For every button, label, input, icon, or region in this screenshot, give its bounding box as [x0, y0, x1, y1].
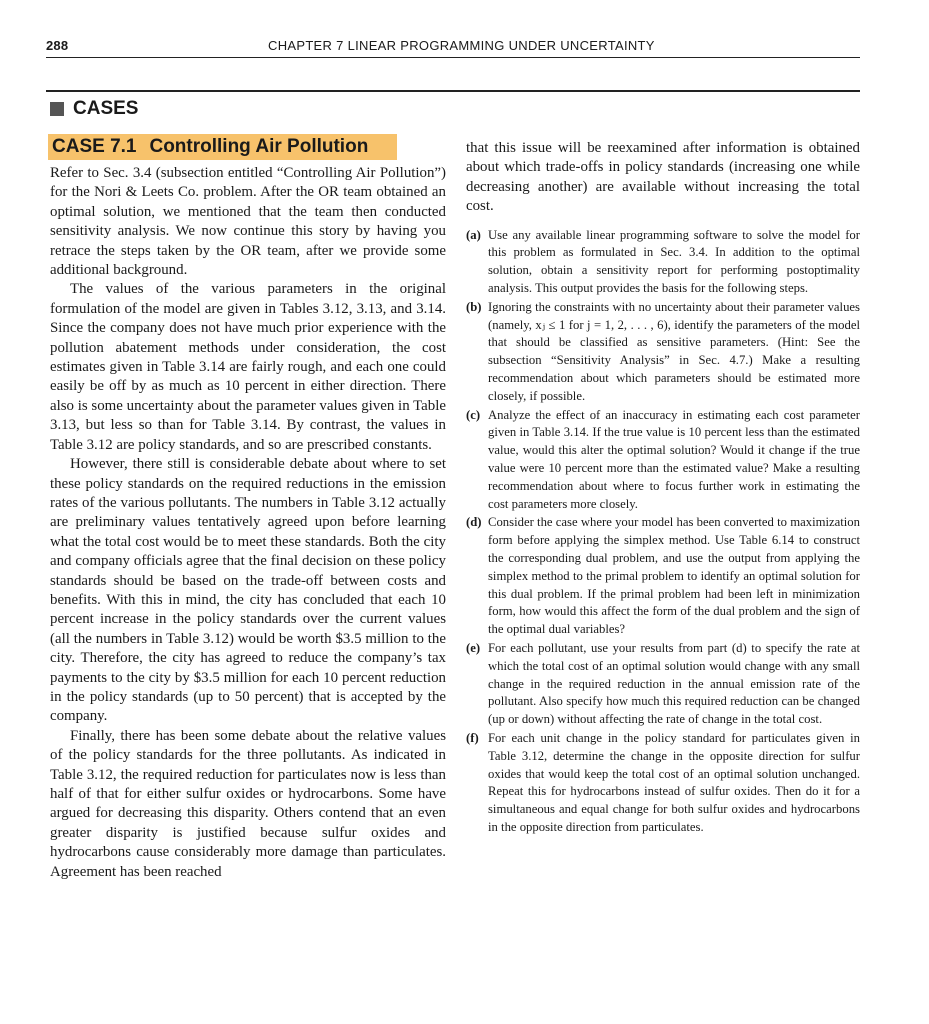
question-text: For each pollutant, use your results from part (d) to specify the rate at which the total cost of an optimal solution would change with any small change in the required reduction in the annual emission rate of the pollutant. Also specify how much this required reduction can be changed (up or down) without affecting the rate of change in the total cost. [488, 640, 860, 727]
question-text: For each unit change in the policy standard for particulates given in Table 3.12, determine the change in the opposite direction for sulfur oxides that would keep the total cost of an optimal solution unchanged. Repeat this for hydrocarbons instead of sulfur oxides. Then do it for a simultaneous and equal change for both sulfur oxides and hydrocarbons in the opposite direction from particulates. [488, 730, 860, 834]
left-column [50, 164, 446, 882]
right-column [466, 139, 860, 838]
question-label: (a) [466, 227, 481, 242]
question-label: (e) [466, 640, 481, 655]
question-label: (d) [466, 515, 482, 530]
question-item [466, 407, 860, 514]
question-item [466, 227, 860, 298]
case-paragraph: The values of the various parameters in the original formulation of the model are given in Tables 3.12, 3.13, and 3.14. Since the company does not have much prior experience with the pollution abatement methods under consideration, the cost estimates given in Table 3.14 are fairly rough, and each one could easily be off by as much as 10 percent in either direction. There also is some uncertainty about the parameter values given in Table 3.13, but less so than for Table 3.14. By contrast, the values in Table 3.12 are policy standards, and so are prescribed constants. [50, 281, 446, 453]
section-heading [50, 98, 138, 120]
question-item [466, 514, 860, 639]
case-banner [48, 134, 397, 160]
question-label: (b) [466, 299, 482, 314]
question-text: Ignoring the constraints with no uncertainty about their parameter values (namely, xⱼ ≤ 1 for j = 1, 2, . . . , 6), identify the parameters of the model that should be classified as sensitive parameters. (Hint: See the subsection “Sensitivity Analysis” in Sec. 4.7.) Make a resulting recommendation about which parameters should be estimated more closely, if possible. [488, 299, 860, 403]
question-item [466, 640, 860, 729]
question-item [466, 730, 860, 837]
question-label: (c) [466, 407, 481, 422]
running-head [46, 38, 860, 54]
case-paragraph: However, there still is considerable debate about where to set these policy standards on the required reductions in the emission rates of the various pollutants. The numbers in Table 3.12 actually are preliminary values tentatively agreed upon before learning what the total cost would be to meet these standards. Both the city and company officials agree that the final decision on these policy standards should be based on the trade-off between costs and benefits. With this in mind, the city has concluded that each 10 percent increase in the policy standards over the current values (all the numbers in Table 3.12) would be worth $3.5 million to the city. Therefore, the city has agreed to reduce the company’s tax payments to the city by $3.5 million for each 10 percent reduction in the policy standards (up to 50 percent) that is accepted by the company. [50, 456, 446, 725]
case-paragraph: Refer to Sec. 3.4 (subsection entitled “Controlling Air Pollution”) for the Nori & Leets Co. problem. After the OR team obtained an optimal solution, we mentioned that the team then conducted sensitivity analysis. We now continue this story by having you retrace the steps taken by the OR team, after we provide some additional background. [50, 165, 446, 279]
section-rule [46, 90, 860, 92]
question-text: Consider the case where your model has been converted to maximization form before applying the simplex method. Use Table 6.14 to construct the corresponding dual problem, and use the output from applying the simplex method to the primal problem to identify an optimal solution for this dual problem. If the primal problem had been left in minimization form, how would this affect the form of the dual problem and the sign of the optimal dual variables? [488, 515, 860, 637]
chapter-title: CHAPTER 7 LINEAR PROGRAMMING UNDER UNCERTAINTY [268, 38, 655, 53]
question-list [466, 227, 860, 837]
question-label: (f) [466, 730, 479, 745]
case-title: Controlling Air Pollution [149, 136, 369, 157]
question-text: Use any available linear programming software to solve the model for this problem as formulated in Sec. 3.4. In addition to the optimal solution, obtain a sensitivity report for performing postoptimality analysis. This output provides the basis for the following steps. [488, 227, 860, 296]
page-number: 288 [46, 38, 69, 53]
case-number: CASE 7.1 [52, 136, 137, 157]
continuation-paragraph: that this issue will be reexamined after information is obtained about which trade-offs in policy standards (increasing one while decreasing another) are available without increasing the total cost. [466, 140, 860, 215]
question-item [466, 299, 860, 406]
question-text: Analyze the effect of an inaccuracy in estimating each cost parameter given in Table 3.14. If the true value is 10 percent less than the estimated value, would this alter the optimal solution? Would it change if the true value were 10 percent more than the estimated value? Make a resulting recommendation about where to focus further work in estimating the cost parameters more closely. [488, 407, 860, 511]
square-bullet-icon [50, 102, 64, 116]
section-title: CASES [73, 98, 139, 119]
header-rule [46, 57, 860, 58]
case-paragraph: Finally, there has been some debate about the relative values of the policy standards for the three pollutants. As indicated in Table 3.12, the required reduction for particulates now is less than half of that for either sulfur oxides or hydrocarbons. Some have argued for decreasing this disparity. Others contend that an even greater disparity is justified because sulfur oxides and hydrocarbons cause considerably more damage than particulates. Agreement has been reached [50, 727, 446, 880]
